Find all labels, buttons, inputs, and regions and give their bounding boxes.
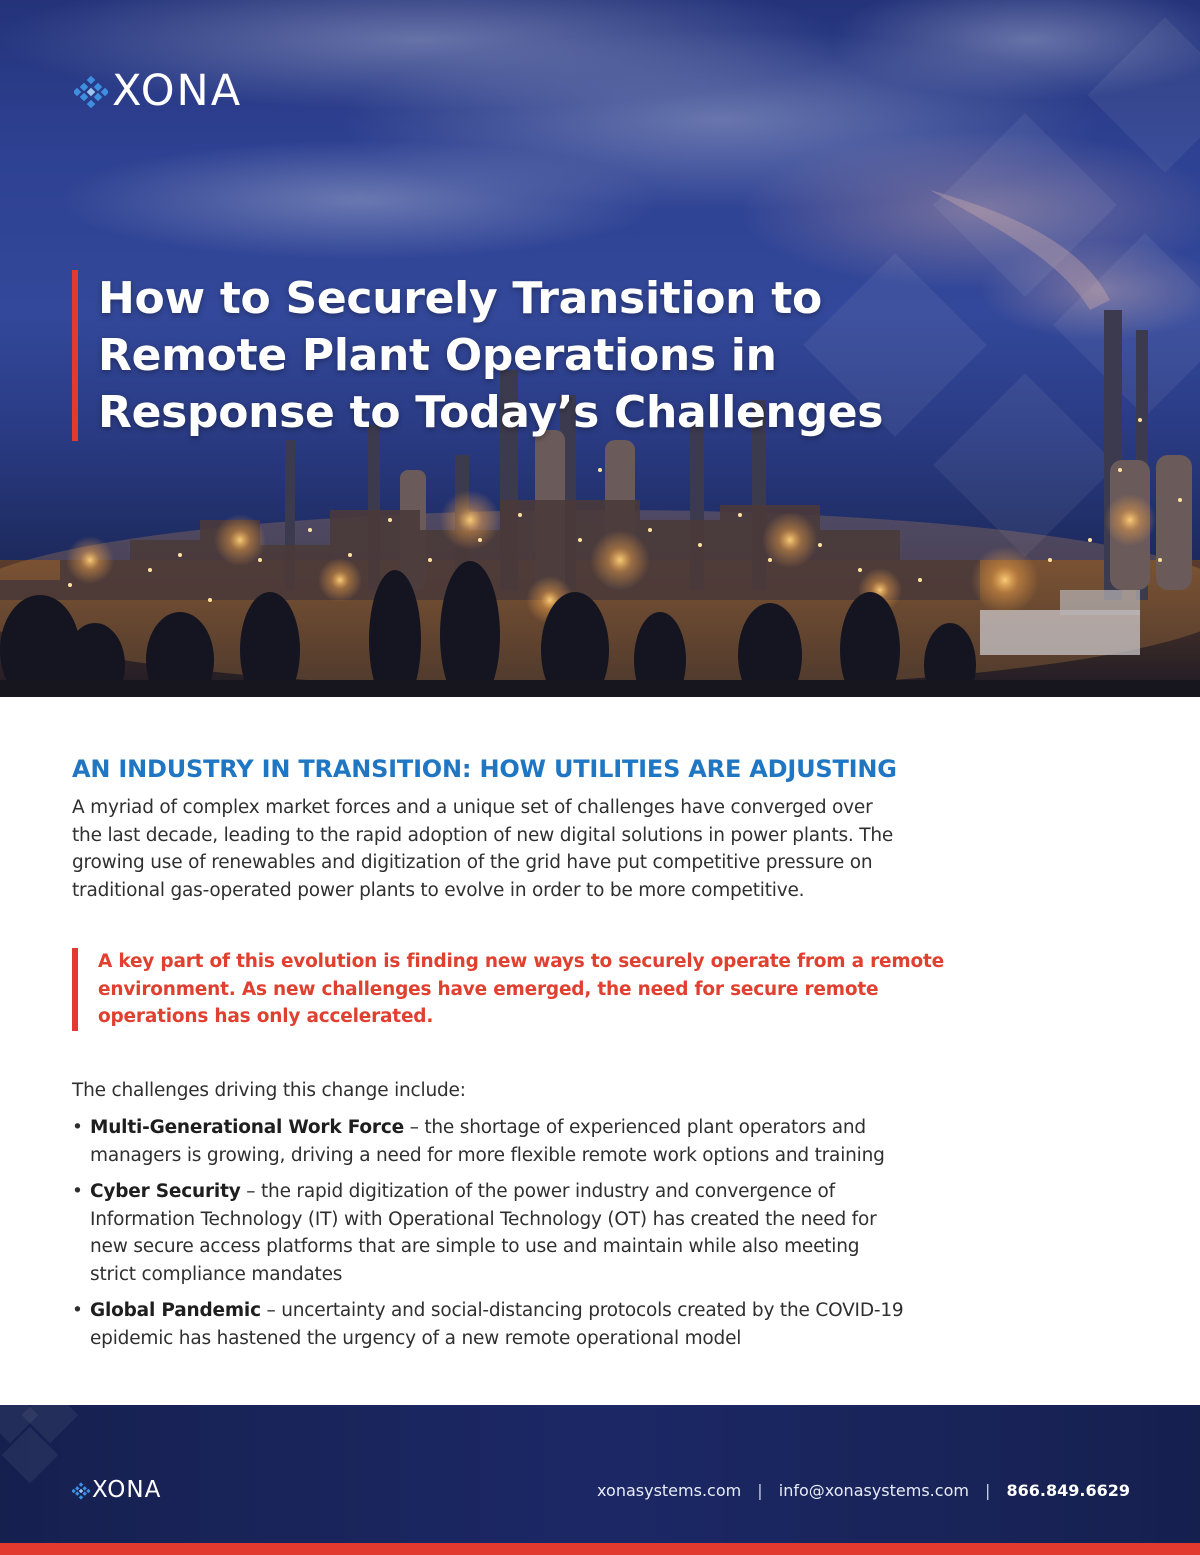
website-link[interactable]: xonasystems.com bbox=[597, 1481, 742, 1500]
phone-number[interactable]: 866.849.6629 bbox=[1006, 1481, 1130, 1500]
page-footer bbox=[0, 1405, 1200, 1555]
bullet-text: – the rapid digitization of the power industry and convergence of bbox=[240, 1181, 835, 1202]
bullet-text: managers is growing, driving a need for more flexible remote work options and training bbox=[90, 1144, 885, 1166]
intro-line: the last decade, leading to the rapid adoption of new digital solutions in power plants. The bbox=[72, 824, 894, 846]
separator: | bbox=[985, 1481, 991, 1500]
bullet-icon: • bbox=[72, 1181, 83, 1202]
challenges-list bbox=[72, 1114, 962, 1352]
footer-contact bbox=[597, 1481, 1130, 1500]
footer-logo[interactable] bbox=[72, 1479, 161, 1502]
email-link[interactable]: info@xonasystems.com bbox=[778, 1481, 969, 1500]
footer-brand-name: XONA bbox=[92, 1477, 162, 1503]
bullet-icon: • bbox=[72, 1117, 83, 1138]
bullet-term: Cyber Security bbox=[90, 1181, 241, 1202]
bullet-text: – uncertainty and social-distancing protocols created by the COVID-19 bbox=[260, 1300, 904, 1321]
intro-paragraph bbox=[72, 794, 952, 904]
footer-accent-bar bbox=[0, 1543, 1200, 1555]
bullet-text: strict compliance mandates bbox=[90, 1263, 343, 1285]
callout-quote bbox=[72, 948, 952, 1031]
challenges-lead: The challenges driving this change include: bbox=[72, 1079, 466, 1101]
list-item bbox=[72, 1178, 962, 1288]
hero-banner bbox=[0, 0, 1200, 697]
list-item bbox=[72, 1297, 962, 1352]
callout-line: operations has only accelerated. bbox=[98, 1006, 434, 1027]
intro-line: growing use of renewables and digitization of the grid have put competitive pressure on bbox=[72, 852, 873, 873]
title-line-2: Remote Plant Operations in bbox=[98, 330, 777, 381]
diamond-grid-icon bbox=[72, 1482, 90, 1500]
callout-line: A key part of this evolution is finding new ways to securely operate from a remote bbox=[98, 951, 944, 972]
bullet-term: Global Pandemic bbox=[90, 1300, 261, 1321]
hero-title-block bbox=[72, 270, 972, 441]
bullet-text: Information Technology (IT) with Operational Technology (OT) has created the need for bbox=[90, 1208, 877, 1230]
callout-line: environment. As new challenges have emerged, the need for secure remote bbox=[98, 978, 879, 1000]
diamond-grid-icon bbox=[74, 75, 108, 109]
section-heading: AN INDUSTRY IN TRANSITION: HOW UTILITIES ARE ADJUSTING bbox=[72, 755, 897, 783]
title-line-3: Response to Today’s Challenges bbox=[98, 387, 884, 438]
bullet-term: Multi-Generational Work Force bbox=[90, 1117, 404, 1138]
bullet-text: epidemic has hastened the urgency of a new remote operational model bbox=[90, 1327, 742, 1349]
title-line-1: How to Securely Transition to bbox=[98, 273, 822, 324]
xona-logo[interactable] bbox=[74, 66, 243, 116]
intro-line: A myriad of complex market forces and a unique set of challenges have converged over bbox=[72, 797, 873, 818]
bullet-icon: • bbox=[72, 1300, 83, 1321]
bullet-text: – the shortage of experienced plant operators and bbox=[403, 1117, 866, 1138]
main-content bbox=[72, 754, 972, 1361]
intro-line: traditional gas-operated power plants to evolve in order to be more competitive. bbox=[72, 879, 805, 901]
brand-name: XONA bbox=[112, 66, 243, 116]
list-item bbox=[72, 1114, 962, 1169]
bullet-text: new secure access platforms that are simple to use and maintain while also meeting bbox=[90, 1236, 860, 1257]
page-title bbox=[98, 270, 972, 441]
separator: | bbox=[757, 1481, 763, 1500]
